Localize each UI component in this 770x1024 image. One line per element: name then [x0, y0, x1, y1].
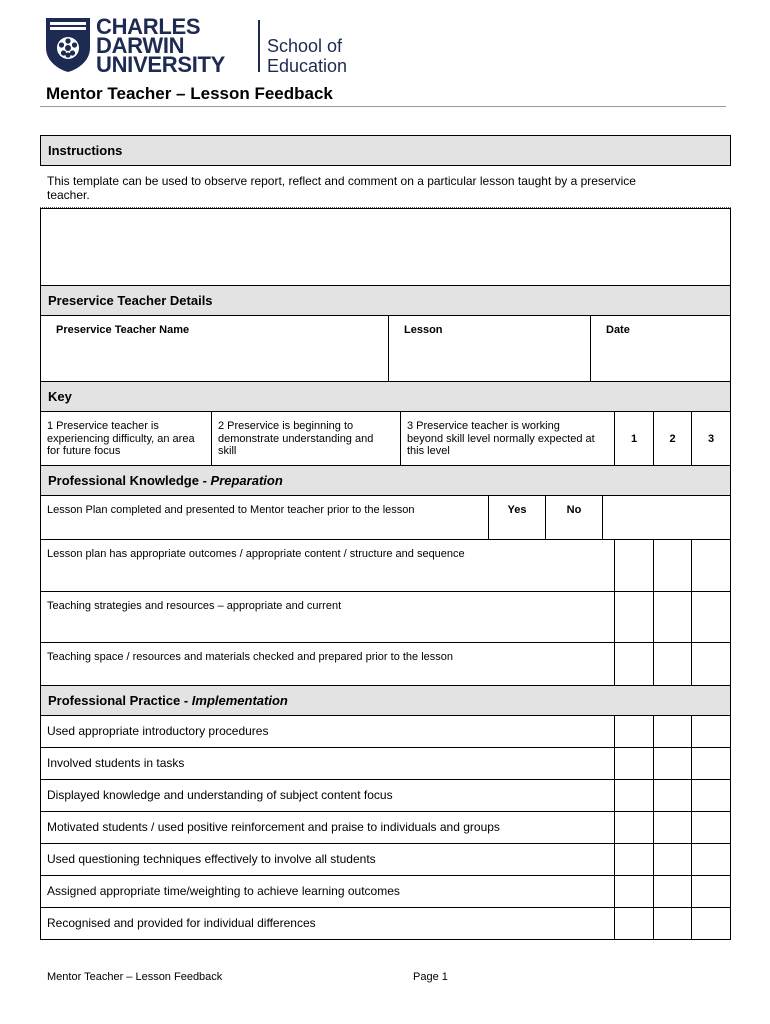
preservice-name-field[interactable] — [40, 315, 389, 382]
logo-school-line2: Education — [267, 56, 348, 76]
lesson-plan-row-label: Lesson Plan completed and presented to Mentor teacher prior to the lesson — [47, 504, 415, 516]
logo-text-university: UNIVERSITY — [96, 52, 226, 77]
knowledge-heading-prefix: Professional Knowledge - — [48, 473, 211, 488]
instructions-comment-box[interactable] — [40, 208, 731, 286]
rating-cell-3[interactable] — [691, 642, 731, 686]
lesson-label: Lesson — [404, 324, 443, 336]
knowledge-row — [40, 591, 615, 643]
practice-row-label: Displayed knowledge and understanding of subject content focus — [47, 788, 393, 802]
practice-row-label: Recognised and provided for individual differences — [47, 916, 316, 930]
rating-cell-2[interactable] — [653, 843, 692, 876]
rating-cell-2[interactable] — [653, 747, 692, 780]
key-item-2-line: demonstrate understanding and — [218, 432, 374, 445]
lesson-plan-yes[interactable] — [488, 495, 546, 540]
practice-row — [40, 875, 615, 908]
practice-row-label: Used questioning techniques effectively to involve all students — [47, 852, 376, 866]
key-item-2-line: skill — [218, 445, 237, 457]
rating-cell-3[interactable] — [691, 907, 731, 940]
rating-cell-2[interactable] — [653, 539, 692, 592]
page-title: Mentor Teacher – Lesson Feedback — [46, 84, 333, 103]
practice-row — [40, 811, 615, 844]
rating-cell-2[interactable] — [653, 875, 692, 908]
key-item-1-line: experiencing difficulty, an area — [47, 432, 195, 445]
rating-cell-3[interactable] — [691, 843, 731, 876]
key-item-2-line: 2 Preservice is beginning to — [218, 420, 354, 432]
knowledge-heading-italic: Preparation — [210, 473, 283, 488]
details-heading: Preservice Teacher Details — [48, 293, 213, 308]
rating-cell-1[interactable] — [614, 875, 654, 908]
knowledge-header — [40, 465, 731, 496]
rating-cell-3[interactable] — [691, 539, 731, 592]
details-header — [40, 285, 731, 316]
rating-cell-1[interactable] — [614, 811, 654, 844]
rating-cell-2[interactable] — [653, 591, 692, 643]
instructions-header — [40, 135, 731, 166]
rating-cell-1[interactable] — [614, 539, 654, 592]
footer-title: Mentor Teacher – Lesson Feedback — [47, 971, 223, 983]
key-item-3-line: 3 Preservice teacher is working — [407, 420, 560, 432]
knowledge-row-label: Teaching space / resources and materials checked and prepared prior to the lesson — [47, 651, 454, 663]
rating-cell-2[interactable] — [653, 779, 692, 812]
instructions-text-line2: teacher. — [47, 188, 90, 202]
practice-row — [40, 907, 615, 940]
rating-cell-3[interactable] — [691, 591, 731, 643]
date-field[interactable] — [590, 315, 731, 382]
practice-row — [40, 747, 615, 780]
yes-label: Yes — [507, 504, 527, 516]
instructions-text-line1: This template can be used to observe report, reflect and comment on a particular lesson taught by a preservice — [47, 174, 636, 188]
no-label: No — [566, 504, 582, 516]
knowledge-row-label: Teaching strategies and resources – appropriate and current — [47, 600, 342, 612]
rating-header-3: 3 — [691, 411, 731, 466]
key-item-3 — [400, 411, 615, 466]
rating-cell-2[interactable] — [653, 811, 692, 844]
rating-cell-1[interactable] — [614, 642, 654, 686]
lesson-plan-row — [40, 495, 489, 540]
rating-cell-1[interactable] — [614, 907, 654, 940]
rating-cell-2[interactable] — [653, 907, 692, 940]
key-item-1-line: for future focus — [47, 445, 121, 457]
rating-cell-2[interactable] — [653, 715, 692, 748]
key-item-3-line: beyond skill level normally expected at — [407, 432, 595, 445]
university-logo-shield — [46, 18, 90, 72]
key-header — [40, 381, 731, 412]
lesson-field[interactable] — [388, 315, 591, 382]
practice-heading-prefix: Professional Practice - — [48, 693, 192, 708]
knowledge-row — [40, 642, 615, 686]
instructions-text — [47, 174, 727, 202]
rating-cell-1[interactable] — [614, 715, 654, 748]
rating-cell-3[interactable] — [691, 811, 731, 844]
key-item-3-line: this level — [407, 445, 450, 457]
practice-row — [40, 715, 615, 748]
key-heading: Key — [48, 389, 72, 404]
rating-cell-3[interactable] — [691, 715, 731, 748]
lesson-plan-blank-cell — [602, 495, 731, 540]
logo-text-charles: CHARLES — [96, 14, 201, 39]
logo-text-darwin: DARWIN — [96, 33, 185, 58]
practice-row-label: Motivated students / used positive reinforcement and praise to individuals and groups — [47, 820, 500, 834]
practice-row-label: Assigned appropriate time/weighting to achieve learning outcomes — [47, 884, 400, 898]
rating-cell-3[interactable] — [691, 747, 731, 780]
rating-cell-1[interactable] — [614, 591, 654, 643]
knowledge-row-label: Lesson plan has appropriate outcomes / appropriate content / structure and sequence — [47, 548, 465, 560]
rating-cell-1[interactable] — [614, 747, 654, 780]
practice-row — [40, 779, 615, 812]
practice-row-label: Used appropriate introductory procedures — [47, 724, 269, 738]
instructions-heading: Instructions — [48, 143, 123, 158]
knowledge-row — [40, 539, 615, 592]
practice-header — [40, 685, 731, 716]
footer-page-number: Page 1 — [413, 971, 448, 983]
practice-row — [40, 843, 615, 876]
rating-cell-2[interactable] — [653, 642, 692, 686]
rating-cell-3[interactable] — [691, 875, 731, 908]
practice-row-label: Involved students in tasks — [47, 756, 185, 770]
practice-heading-italic: Implementation — [191, 693, 288, 708]
key-item-2 — [211, 411, 401, 466]
rating-cell-1[interactable] — [614, 779, 654, 812]
date-label: Date — [606, 324, 630, 336]
rating-cell-3[interactable] — [691, 779, 731, 812]
logo-school-line1: School of — [267, 36, 343, 56]
preservice-name-label: Preservice Teacher Name — [56, 324, 190, 336]
key-item-1 — [40, 411, 212, 466]
rating-header-2: 2 — [653, 411, 692, 466]
key-item-1-line: 1 Preservice teacher is — [47, 420, 159, 432]
rating-cell-1[interactable] — [614, 843, 654, 876]
lesson-plan-no[interactable] — [545, 495, 603, 540]
rating-header-1: 1 — [614, 411, 654, 466]
logo-divider — [258, 20, 260, 72]
title-underline — [40, 106, 726, 107]
